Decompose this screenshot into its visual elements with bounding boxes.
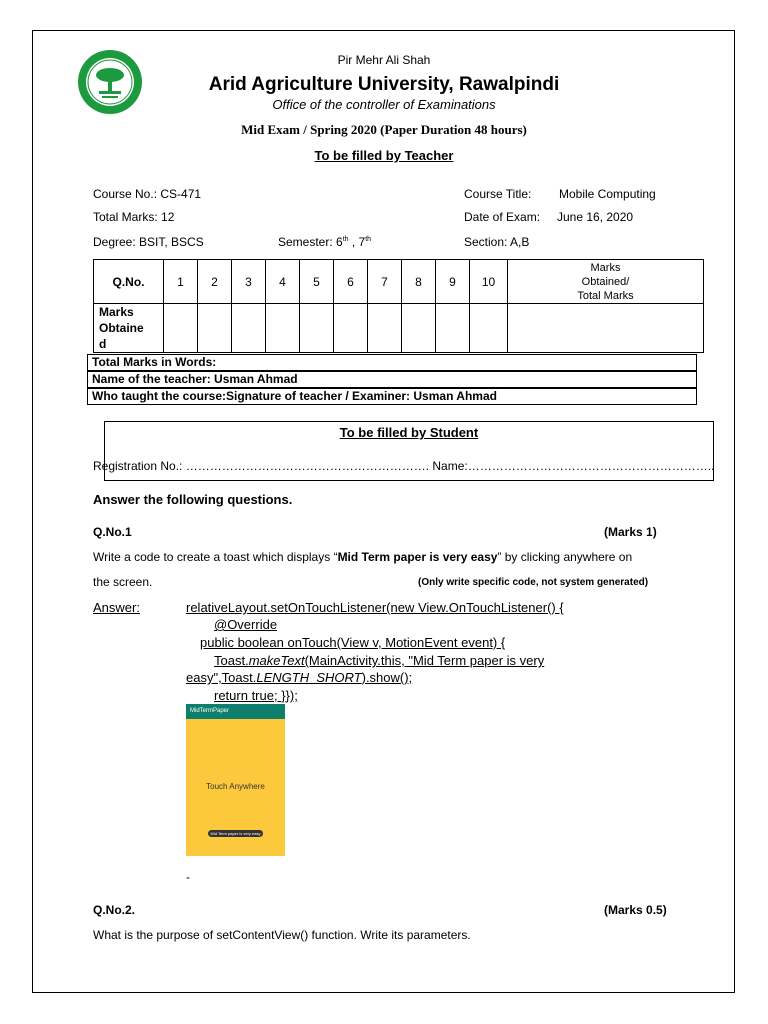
app-screenshot [186,704,285,856]
semester-sup-2: th [365,236,372,243]
course-title-value: Mobile Computing [559,187,656,201]
app-toolbar: MidTermPaper [186,704,285,719]
semester [278,235,371,249]
student-section-title: To be filled by Student [339,425,479,440]
marks-label-line-1: Marks [99,305,134,319]
q1-text [93,550,632,564]
teacher-signature: Who taught the course:Signature of teacher / Examiner: Usman Ahmad [87,388,697,405]
marks-table [93,259,704,353]
marks-cell-10[interactable] [470,304,508,353]
office-name: Office of the controller of Examinations [272,97,496,112]
code-line-4b: makeText [248,653,305,668]
teacher-section-title: To be filled by Teacher [314,148,454,163]
q-col-4: 4 [266,260,300,304]
q2-text: What is the purpose of setContentView() function. Write its parameters. [93,928,471,942]
q-col-1: 1 [164,260,198,304]
app-touch-text: Touch Anywhere [206,782,265,791]
q-col-9: 9 [436,260,470,304]
instructions: Answer the following questions. [93,492,293,507]
q2-marks: (Marks 0.5) [604,903,667,917]
qno-header: Q.No. [94,260,164,304]
q-col-2: 2 [198,260,232,304]
semester-sup-1: th [342,236,349,243]
founder-name: Pir Mehr Ali Shah [337,53,431,67]
q1-marks: (Marks 1) [604,525,657,539]
marks-label-line-3: d [99,337,107,351]
q1-text-b: ” by clicking anywhere on [497,550,633,564]
total-marks: Total Marks: 12 [93,210,175,224]
date-value: June 16, 2020 [557,210,634,224]
section: Section: A,B [464,235,530,249]
marks-cell-7[interactable] [368,304,402,353]
total-header-line-2: Obtained/ [581,275,630,288]
semester-separator: , 7 [348,235,366,249]
q2-label: Q.No.2. [93,903,136,917]
marks-cell-8[interactable] [402,304,436,353]
code-line-5b: LENGTH_SHORT [256,670,362,685]
app-toast: Mid Term paper is very easy [208,830,263,837]
code-line-5c: ).show(); [361,670,413,685]
q-col-10: 10 [470,260,508,304]
degree: Degree: BSIT, BSCS [93,235,204,249]
q1-text-bold: Mid Term paper is very easy [337,550,498,564]
marks-label-line-2: Obtaine [99,321,144,335]
q-col-7: 7 [368,260,402,304]
marks-cell-3[interactable] [232,304,266,353]
course-no: Course No.: CS-471 [93,187,202,201]
q1-text-line2: the screen. [93,575,153,589]
q-col-3: 3 [232,260,266,304]
exam-title: Mid Exam / Spring 2020 (Paper Duration 48 hours) [241,122,527,137]
code-line-3: public boolean onTouch(View v, MotionEvent event) { [200,635,506,650]
marks-cell-1[interactable] [164,304,198,353]
q-col-6: 6 [334,260,368,304]
q1-text-a: Write a code to create a toast which displays “ [93,550,338,564]
course-title-label: Course Title: [464,187,532,201]
marks-obtained-row [94,304,704,353]
answer-label: Answer: [93,600,140,615]
university-name: Arid Agriculture University, Rawalpindi [208,74,560,95]
code-line-4a: Toast. [214,653,249,668]
marks-cell-2[interactable] [198,304,232,353]
marks-cell-total[interactable] [508,304,704,353]
page-border [32,30,735,993]
date-label: Date of Exam: [464,210,541,224]
total-marks-words: Total Marks in Words: [87,354,697,371]
code-line-4c: (MainActivity.this, "Mid Term paper is very [304,653,545,668]
code-line-5a: easy",Toast. [186,670,257,685]
dash: - [186,870,190,884]
code-line-2: @Override [214,617,278,632]
teacher-name: Name of the teacher: Usman Ahmad [87,371,697,388]
marks-cell-6[interactable] [334,304,368,353]
registration-name-line[interactable]: Registration No.: ……………………………………………………. Name:…………………………………………………….. [93,459,715,473]
marks-cell-4[interactable] [266,304,300,353]
total-header-line-1: Marks [590,261,621,274]
code-line-6: return true; }}); [214,688,298,703]
q1-label: Q.No.1 [93,525,132,539]
marks-table-header-row [94,260,704,304]
total-marks-header [508,260,704,304]
q1-note: (Only write specific code, not system generated) [418,577,649,588]
code-line-5 [186,670,412,685]
q-col-8: 8 [402,260,436,304]
total-header-line-3: Total Marks [577,289,634,302]
marks-cell-9[interactable] [436,304,470,353]
q-col-5: 5 [300,260,334,304]
semester-label: Semester: 6 [278,235,343,249]
code-line-4 [186,653,544,668]
marks-cell-5[interactable] [300,304,334,353]
code-line-1: relativeLayout.setOnTouchListener(new View.OnTouchListener() { [186,600,564,615]
marks-obtained-label [94,304,164,353]
